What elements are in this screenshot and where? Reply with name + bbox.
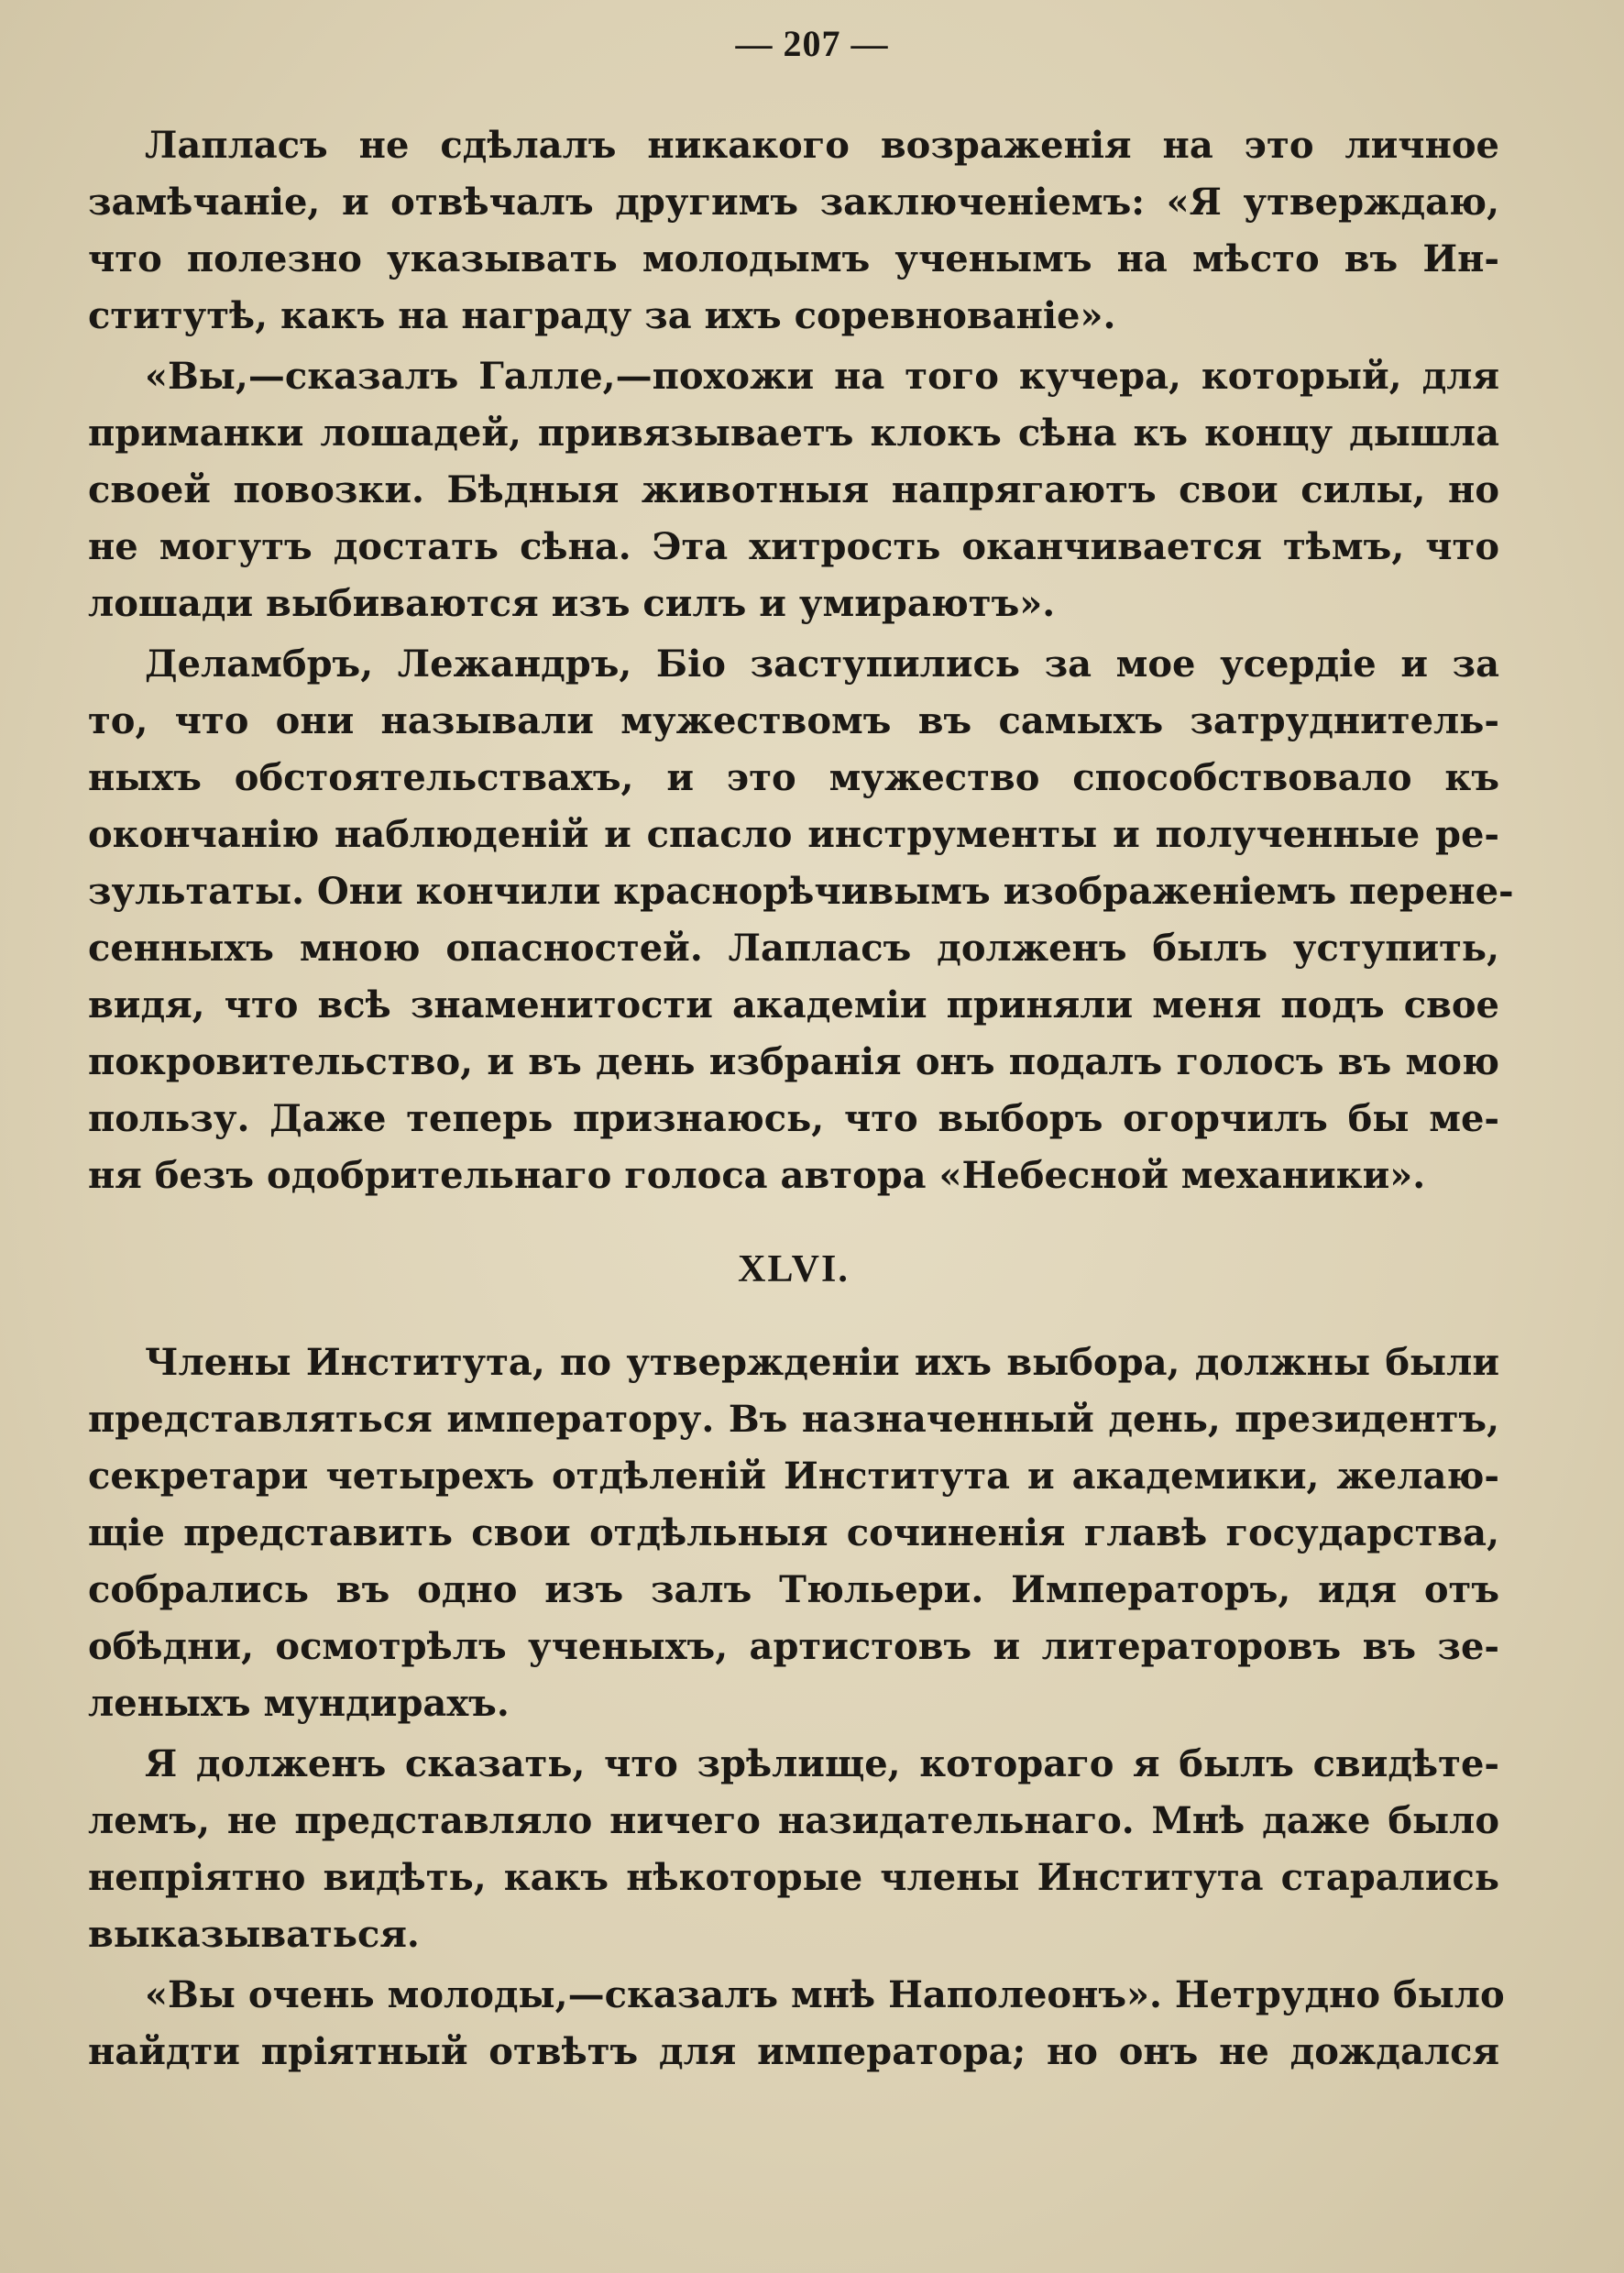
section-heading: XLVI. [738, 1248, 850, 1290]
text-line: замѣчаніе, и отвѣчалъ другимъ заключеніемъ: «Я утверждаю, [88, 181, 1499, 224]
text-line: Лапласъ не сдѣлалъ никакого возраженія на это личное [145, 124, 1499, 167]
text-line: приманки лошадей, привязываетъ клокъ сѣна къ концу дышла [88, 412, 1499, 455]
text-line: секретари четырехъ отдѣленій Института и академики, желаю- [88, 1455, 1499, 1498]
text-line: покровительство, и въ день избранія онъ подалъ голосъ въ мою [88, 1040, 1499, 1083]
text-line: обѣдни, осмотрѣлъ ученыхъ, артистовъ и литераторовъ въ зе- [88, 1625, 1499, 1668]
text-line: то, что они называли мужествомъ въ самыхъ затруднитель- [88, 699, 1499, 742]
text-line: пользу. Даже теперь признаюсь, что выборъ огорчилъ бы ме- [88, 1097, 1499, 1140]
text-line: сенныхъ мною опасностей. Лапласъ долженъ былъ уступить, [88, 927, 1499, 970]
text-line: окончанію наблюденій и спасло инструменты и полученные ре- [88, 813, 1499, 856]
text-line: выказываться. [88, 1913, 420, 1956]
text-line: своей повозки. Бѣдныя животныя напрягаютъ свои силы, но [88, 468, 1499, 511]
text-line: щіе представить свои отдѣльныя сочиненія главѣ государства, [88, 1511, 1499, 1554]
text-line: собрались въ одно изъ залъ Тюльери. Императоръ, идя отъ [88, 1568, 1499, 1611]
text-line: леныхъ мундирахъ. [88, 1682, 510, 1725]
paragraph [88, 636, 1514, 1204]
text-line: ня безъ одобрительнаго голоса автора «Небесной механики». [88, 1154, 1426, 1197]
paragraph [88, 1967, 1505, 2081]
text-line: лошади выбиваются изъ силъ и умираютъ». [88, 582, 1056, 625]
paragraph-gap [88, 1204, 1499, 1208]
text-line: не могутъ достать сѣна. Эта хитрость оканчивается тѣмъ, что [88, 525, 1499, 568]
text-line: ныхъ обстоятельствахъ, и это мужество способствовало къ [88, 756, 1499, 799]
paragraph-gap [88, 2081, 1499, 2084]
text-line: ститутѣ, какъ на награду за ихъ соревнованіе». [88, 294, 1116, 337]
paragraph [88, 1334, 1499, 1732]
text-line: зультаты. Они кончили краснорѣчивымъ изображеніемъ перене- [88, 870, 1514, 913]
text-line: Я долженъ сказать, что зрѣлище, котораго я былъ свидѣте- [145, 1742, 1499, 1785]
section-before-heading [88, 117, 1514, 1208]
text-line: видя, что всѣ знаменитости академіи приняли меня подъ свое [88, 983, 1499, 1027]
paragraph [88, 1736, 1499, 1963]
body-text [88, 117, 1514, 2084]
text-line: лемъ, не представляло ничего назидательнаго. Мнѣ даже было [88, 1799, 1499, 1842]
section-after-heading [88, 1334, 1505, 2084]
page-number: — 207 — [735, 23, 889, 64]
text-line: что полезно указывать молодымъ ученымъ на мѣсто въ Ин- [88, 237, 1499, 280]
text-line: Деламбръ, Лежандръ, Біо заступились за мое усердіе и за [145, 642, 1499, 686]
text-line: найдти пріятный отвѣтъ для императора; но онъ не дождался [88, 2030, 1499, 2073]
text-line: Члены Института, по утвержденіи ихъ выбора, должны были [145, 1341, 1499, 1384]
text-line: представляться императору. Въ назначенный день, президентъ, [88, 1398, 1499, 1441]
text-line: «Вы,—сказалъ Галле,—похожи на того кучера, который, для [145, 355, 1499, 398]
paragraph [88, 117, 1499, 345]
text-line: непріятно видѣть, какъ нѣкоторые члены Института старались [88, 1856, 1499, 1899]
paragraph [88, 348, 1499, 632]
text-line: «Вы очень молоды,—сказалъ мнѣ Наполеонъ». Нетрудно было [145, 1973, 1505, 2016]
